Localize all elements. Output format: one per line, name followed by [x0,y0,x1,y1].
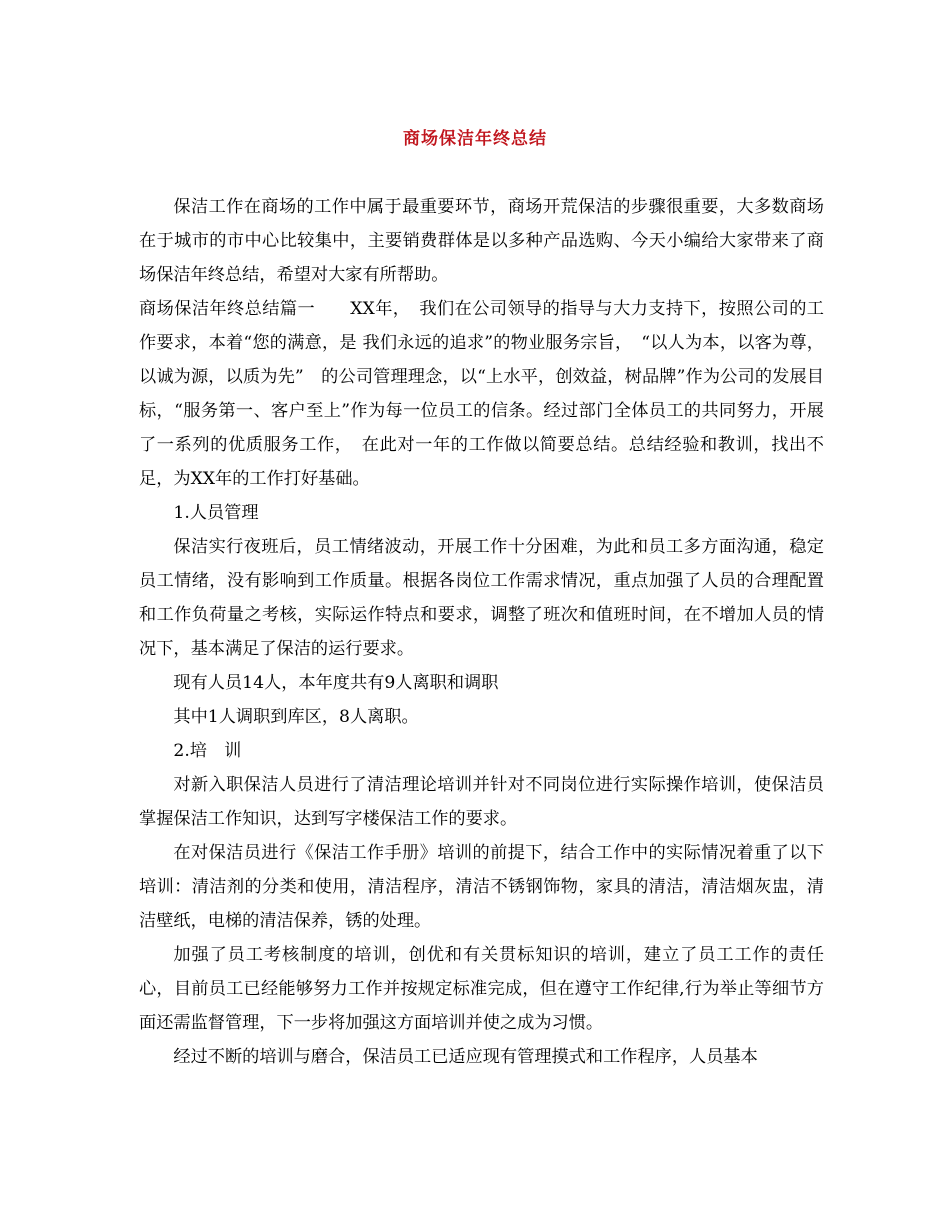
paragraph: 商场保洁年终总结篇一 XX年， 我们在公司领导的指导与大力支持下，按照公司的工作要求，本着“您的满意，是 我们永远的追求”的物业服务宗旨， “以人为本，以客为尊，以诚为源，以质为先” 的公司管理理念，以“上水平，创效益，树品牌”作为公司的发展目标，“服务第一、客户至上”作为每一位员工的信条。经过部门全体员工的共同努力，开展了一系列的优质服务工作， 在此对一年的工作做以简要总结。总结经验和教训，找出不足，为XX年的工作打好基础。 [139,299,824,489]
paragraph: 加强了员工考核制度的培训，创优和有关贯标知识的培训，建立了员工工作的责任心，目前员工已经能够努力工作并按规定标准完成，但在遵守工作纪律,行为举止等细节方面还需监督管理，下一步将加强这方面培训并使之成为习惯。 [139,945,824,1033]
document-title: 商场保洁年终总结 [403,129,547,149]
section-heading: 1.人员管理 [173,503,259,523]
paragraph: 经过不断的培训与磨合，保洁员工已适应现有管理摸式和工作程序，人员基本 [173,1047,758,1067]
paragraph: 对新入职保洁人员进行了清洁理论培训并针对不同岗位进行实际操作培训，使保洁员掌握保洁工作知识，达到写字楼保洁工作的要求。 [139,775,824,829]
paragraph: 现有人员14人，本年度共有9人离职和调职 [173,673,499,693]
paragraph: 保洁实行夜班后，员工情绪波动，开展工作十分困难，为此和员工多方面沟通，稳定员工情绪，没有影响到工作质量。根据各岗位工作需求情况，重点加强了人员的合理配置和工作负荷量之考核，实际运作特点和要求，调整了班次和值班时间，在不增加人员的情况下，基本满足了保洁的运行要求。 [139,537,824,659]
paragraph: 在对保洁员进行《保洁工作手册》培训的前提下，结合工作中的实际情况着重了以下培训：清洁剂的分类和使用，清洁程序，清洁不锈钢饰物，家具的清洁，清洁烟灰盅，清洁壁纸，电梯的清洁保养，锈的处理。 [139,843,824,931]
paragraph: 其中1人调职到库区，8人离职。 [173,707,419,727]
document-body [139,190,824,1074]
paragraph: 保洁工作在商场的工作中属于最重要环节，商场开荒保洁的步骤很重要，大多数商场在于城市的市中心比较集中，主要销费群体是以多种产品选购、今天小编给大家带来了商场保洁年终总结，希望对大家有所帮助。 [139,197,824,285]
section-heading: 2.培 训 [173,741,242,761]
